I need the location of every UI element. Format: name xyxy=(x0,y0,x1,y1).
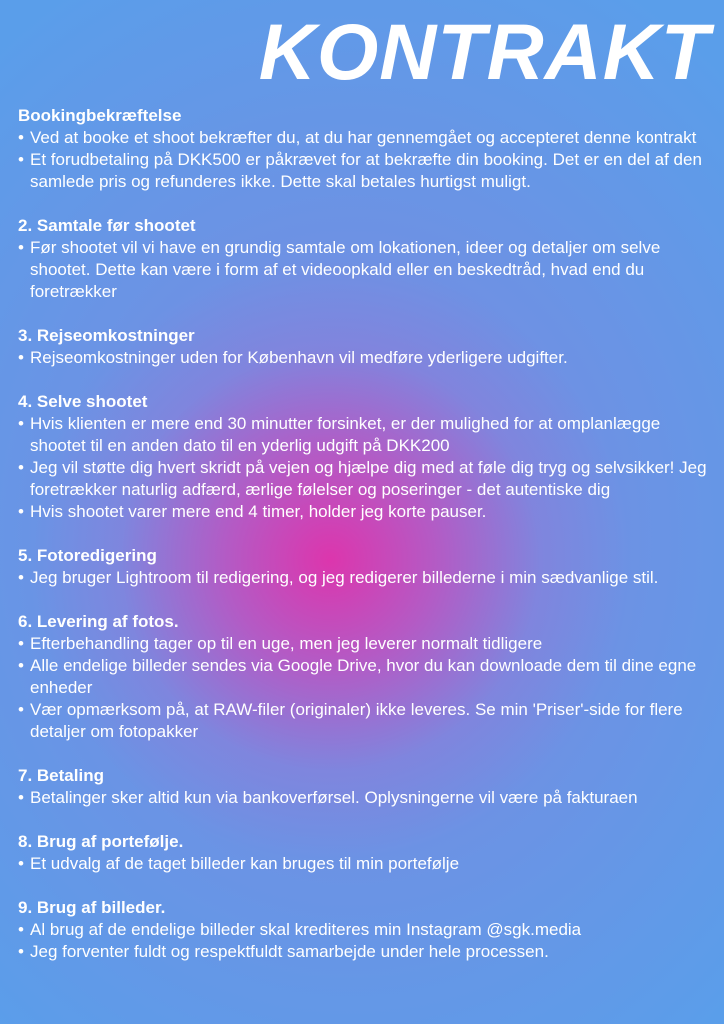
list-item: • Jeg bruger Lightroom til redigering, og jeg redigerer billederne i min sædvanlige stil. xyxy=(18,567,718,589)
list-item: • Vær opmærksom på, at RAW-filer (originaler) ikke leveres. Se min 'Priser'-side for flere detaljer om fotopakker xyxy=(18,699,718,743)
section-list xyxy=(18,919,718,963)
contract-body xyxy=(18,105,718,985)
section-list xyxy=(18,787,718,809)
section-image-use xyxy=(18,897,718,963)
section-heading: 8. Brug af portefølje. xyxy=(18,832,184,851)
section-list xyxy=(18,567,718,589)
section-list xyxy=(18,127,718,193)
page-title: KONTRAKT xyxy=(258,7,710,96)
section-heading: 2. Samtale før shootet xyxy=(18,216,196,235)
list-item: • Rejseomkostninger uden for København vil medføre yderligere udgifter. xyxy=(18,347,718,369)
section-heading: 3. Rejseomkostninger xyxy=(18,326,195,345)
list-item: • Jeg forventer fuldt og respektfuldt samarbejde under hele processen. xyxy=(18,941,718,963)
section-portfolio-use xyxy=(18,831,718,875)
list-item: • Et forudbetaling på DKK500 er påkrævet for at bekræfte din booking. Det er en del af den samlede pris og refunderes ikke. Dette skal betales hurtigst muligt. xyxy=(18,149,718,193)
list-item: • Efterbehandling tager op til en uge, men jeg leverer normalt tidligere xyxy=(18,633,718,655)
section-photo-delivery xyxy=(18,611,718,743)
list-item: • Ved at booke et shoot bekræfter du, at du har gennemgået og accepteret denne kontrakt xyxy=(18,127,718,149)
section-payment xyxy=(18,765,718,809)
section-list xyxy=(18,413,718,523)
list-item: • Betalinger sker altid kun via bankoverførsel. Oplysningerne vil være på fakturaen xyxy=(18,787,718,809)
section-heading: 4. Selve shootet xyxy=(18,392,148,411)
section-list xyxy=(18,347,718,369)
section-heading: 6. Levering af fotos. xyxy=(18,612,179,631)
section-photo-editing xyxy=(18,545,718,589)
list-item: • Alle endelige billeder sendes via Google Drive, hvor du kan downloade dem til dine egne enheder xyxy=(18,655,718,699)
section-heading: Bookingbekræftelse xyxy=(18,106,182,125)
section-pre-shoot-talk xyxy=(18,215,718,303)
section-heading: 9. Brug af billeder. xyxy=(18,898,166,917)
section-list xyxy=(18,853,718,875)
section-list xyxy=(18,237,718,303)
list-item: • Hvis shootet varer mere end 4 timer, holder jeg korte pauser. xyxy=(18,501,718,523)
section-booking-confirmation xyxy=(18,105,718,193)
section-heading: 7. Betaling xyxy=(18,766,104,785)
section-heading: 5. Fotoredigering xyxy=(18,546,157,565)
section-travel-costs xyxy=(18,325,718,369)
section-the-shoot xyxy=(18,391,718,523)
list-item: • Et udvalg af de taget billeder kan bruges til min portefølje xyxy=(18,853,718,875)
section-list xyxy=(18,633,718,743)
list-item: • Jeg vil støtte dig hvert skridt på vejen og hjælpe dig med at føle dig tryg og selvsikker! Jeg foretrækker naturlig adfærd, ærlige følelser og poseringer - det autentiske dig xyxy=(18,457,718,501)
list-item: • Al brug af de endelige billeder skal krediteres min Instagram @sgk.media xyxy=(18,919,718,941)
list-item: • Før shootet vil vi have en grundig samtale om lokationen, ideer og detaljer om selve shootet. Dette kan være i form af et videoopkald eller en beskedtråd, hvad end du foretrækker xyxy=(18,237,718,303)
list-item: • Hvis klienten er mere end 30 minutter forsinket, er der mulighed for at omplanlægge shootet til en anden dato til en yderlig udgift på DKK200 xyxy=(18,413,718,457)
